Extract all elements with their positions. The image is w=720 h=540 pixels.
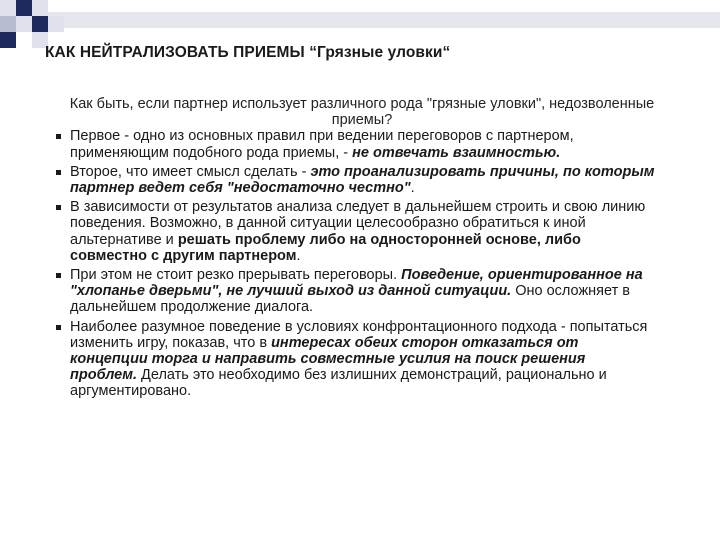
- slide-content: [56, 96, 656, 403]
- bullet-text-segment: это проанализировать причины, по которым партнер ведет себя "недостаточно честно": [70, 163, 655, 197]
- bullet-list: [56, 128, 656, 399]
- bullet-text-segment: .: [296, 247, 301, 264]
- bullet-text-segment: При этом не стоит резко прерывать переговоры.: [70, 267, 402, 284]
- decorative-squares: [0, 0, 720, 48]
- square-bullet-icon: [56, 134, 61, 139]
- bullet-item: [56, 164, 656, 196]
- square-bullet-icon: [56, 205, 61, 210]
- bullet-item: [56, 319, 656, 400]
- header-band: [0, 12, 720, 28]
- bullet-text-segment: Оно осложняет в дальнейшем продолжение диалога.: [70, 283, 630, 316]
- square-bullet-icon: [56, 170, 61, 175]
- bullet-text-segment: решать проблему либо на односторонней основе, либо совместно с другим партнером: [70, 231, 581, 264]
- bullet-item: [56, 128, 656, 160]
- bullet-text-segment: Наиболее разумное поведение в условиях конфронтационного подхода - попытаться изменить игру, показав, что в: [70, 318, 648, 351]
- bullet-text-segment: В зависимости от результатов анализа следует в дальнейшем строить и свою линию поведения. Возможно, в данной ситуации целесообразно обратиться к иной альтернативе и: [70, 199, 646, 248]
- square-bullet-icon: [56, 325, 61, 330]
- bullet-item: [56, 267, 656, 316]
- square-bullet-icon: [56, 273, 61, 278]
- bullet-text-segment: Первое - одно из основных правил при ведении переговоров с партнером, применяющим подобного рода приемы, -: [70, 128, 574, 161]
- slide-subtitle: Как быть, если партнер использует различного рода "грязные уловки", недозволенные приемы?: [69, 96, 655, 129]
- bullet-text-segment: .: [410, 180, 415, 197]
- bullet-item: [56, 199, 656, 264]
- bullet-text-segment: Поведение, ориентированное на "хлопанье дверьми", не лучший выход из данной ситуации.: [70, 267, 643, 300]
- bullet-text-segment: Второе, что имеет смысл сделать -: [70, 163, 311, 180]
- bullet-text-segment: не отвечать взаимностью.: [352, 144, 561, 161]
- bullet-text-segment: Делать это необходимо без излишних демонстраций, рационально и аргументировано.: [70, 367, 607, 400]
- slide-title: КАК НЕЙТРАЛИЗОВАТЬ ПРИЕМЫ “Грязные уловки“: [45, 44, 451, 61]
- bullet-text-segment: интересах обеих сторон отказаться от концепции торга и направить совместные усилия на поиск решения проблем.: [70, 334, 586, 384]
